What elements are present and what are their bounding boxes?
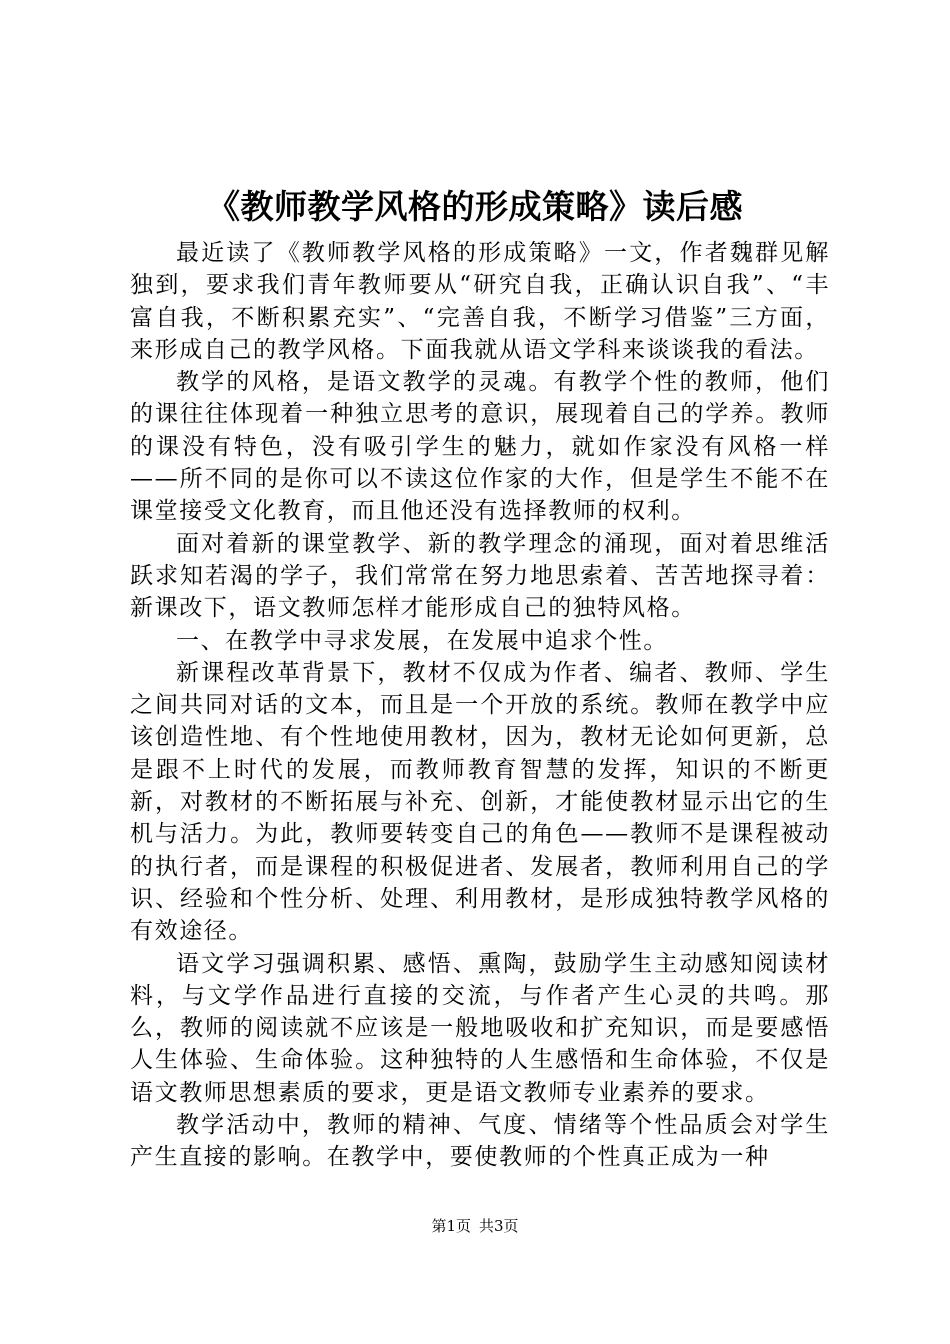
page-total: 共3页 (479, 1217, 519, 1235)
paragraph: 教学的风格，是语文教学的灵魂。有教学个性的教师，他们的课往往体现着一种独立思考的意识，展现着自己的学养。教师的课没有特色，没有吸引学生的魅力，就如作家没有风格一样——所不同的是你可以不读这位作家的大作，但是学生不能不在课堂接受文化教育，而且他还没有选择教师的权利。 (130, 369, 830, 525)
paragraph: 语文学习强调积累、感悟、熏陶，鼓励学生主动感知阅读材料，与文学作品进行直接的交流，与作者产生心灵的共鸣。那么，教师的阅读就不应该是一般地吸收和扩充知识，而是要感悟人生体验、生命体验。这种独特的人生感悟和生命体验，不仅是语文教师思想素质的要求，更是语文教师专业素养的要求。 (130, 950, 830, 1106)
paragraph: 面对着新的课堂教学、新的教学理念的涌现，面对着思维活跃求知若渴的学子，我们常常在努力地思索着、苦苦地探寻着：新课改下，语文教师怎样才能形成自己的独特风格。 (130, 530, 830, 622)
page-footer (0, 1216, 950, 1236)
paragraph: 最近读了《教师教学风格的形成策略》一文，作者魏群见解独到，要求我们青年教师要从“研究自我，正确认识自我”、“丰富自我，不断积累充实”、“完善自我，不断学习借鉴”三方面，来形成自己的教学风格。下面我就从语文学科来谈谈我的看法。 (130, 240, 830, 363)
section-heading: 一、在教学中寻求发展，在发展中追求个性。 (176, 627, 668, 654)
paragraph: 教学活动中，教师的精神、气度、情绪等个性品质会对学生产生直接的影响。在教学中，要使教师的个性真正成为一种 (130, 1112, 830, 1171)
page-number: 第1页 (431, 1217, 471, 1235)
document-title: 《教师教学风格的形成策略》读后感 (207, 187, 743, 226)
paragraph: 新课程改革背景下，教材不仅成为作者、编者、教师、学生之间共同对话的文本，而且是一个开放的系统。教师在教学中应该创造性地、有个性地使用教材，因为，教材无论如何更新，总是跟不上时代的发展，而教师教育智慧的发挥，知识的不断更新，对教材的不断拓展与补充、创新，才能使教材显示出它的生机与活力。为此，教师要转变自己的角色——教师不是课程被动的执行者，而是课程的积极促进者、发展者，教师利用自己的学识、经验和个性分析、处理、利用教材，是形成独特教学风格的有效途径。 (130, 659, 830, 945)
document-body (130, 237, 830, 1174)
